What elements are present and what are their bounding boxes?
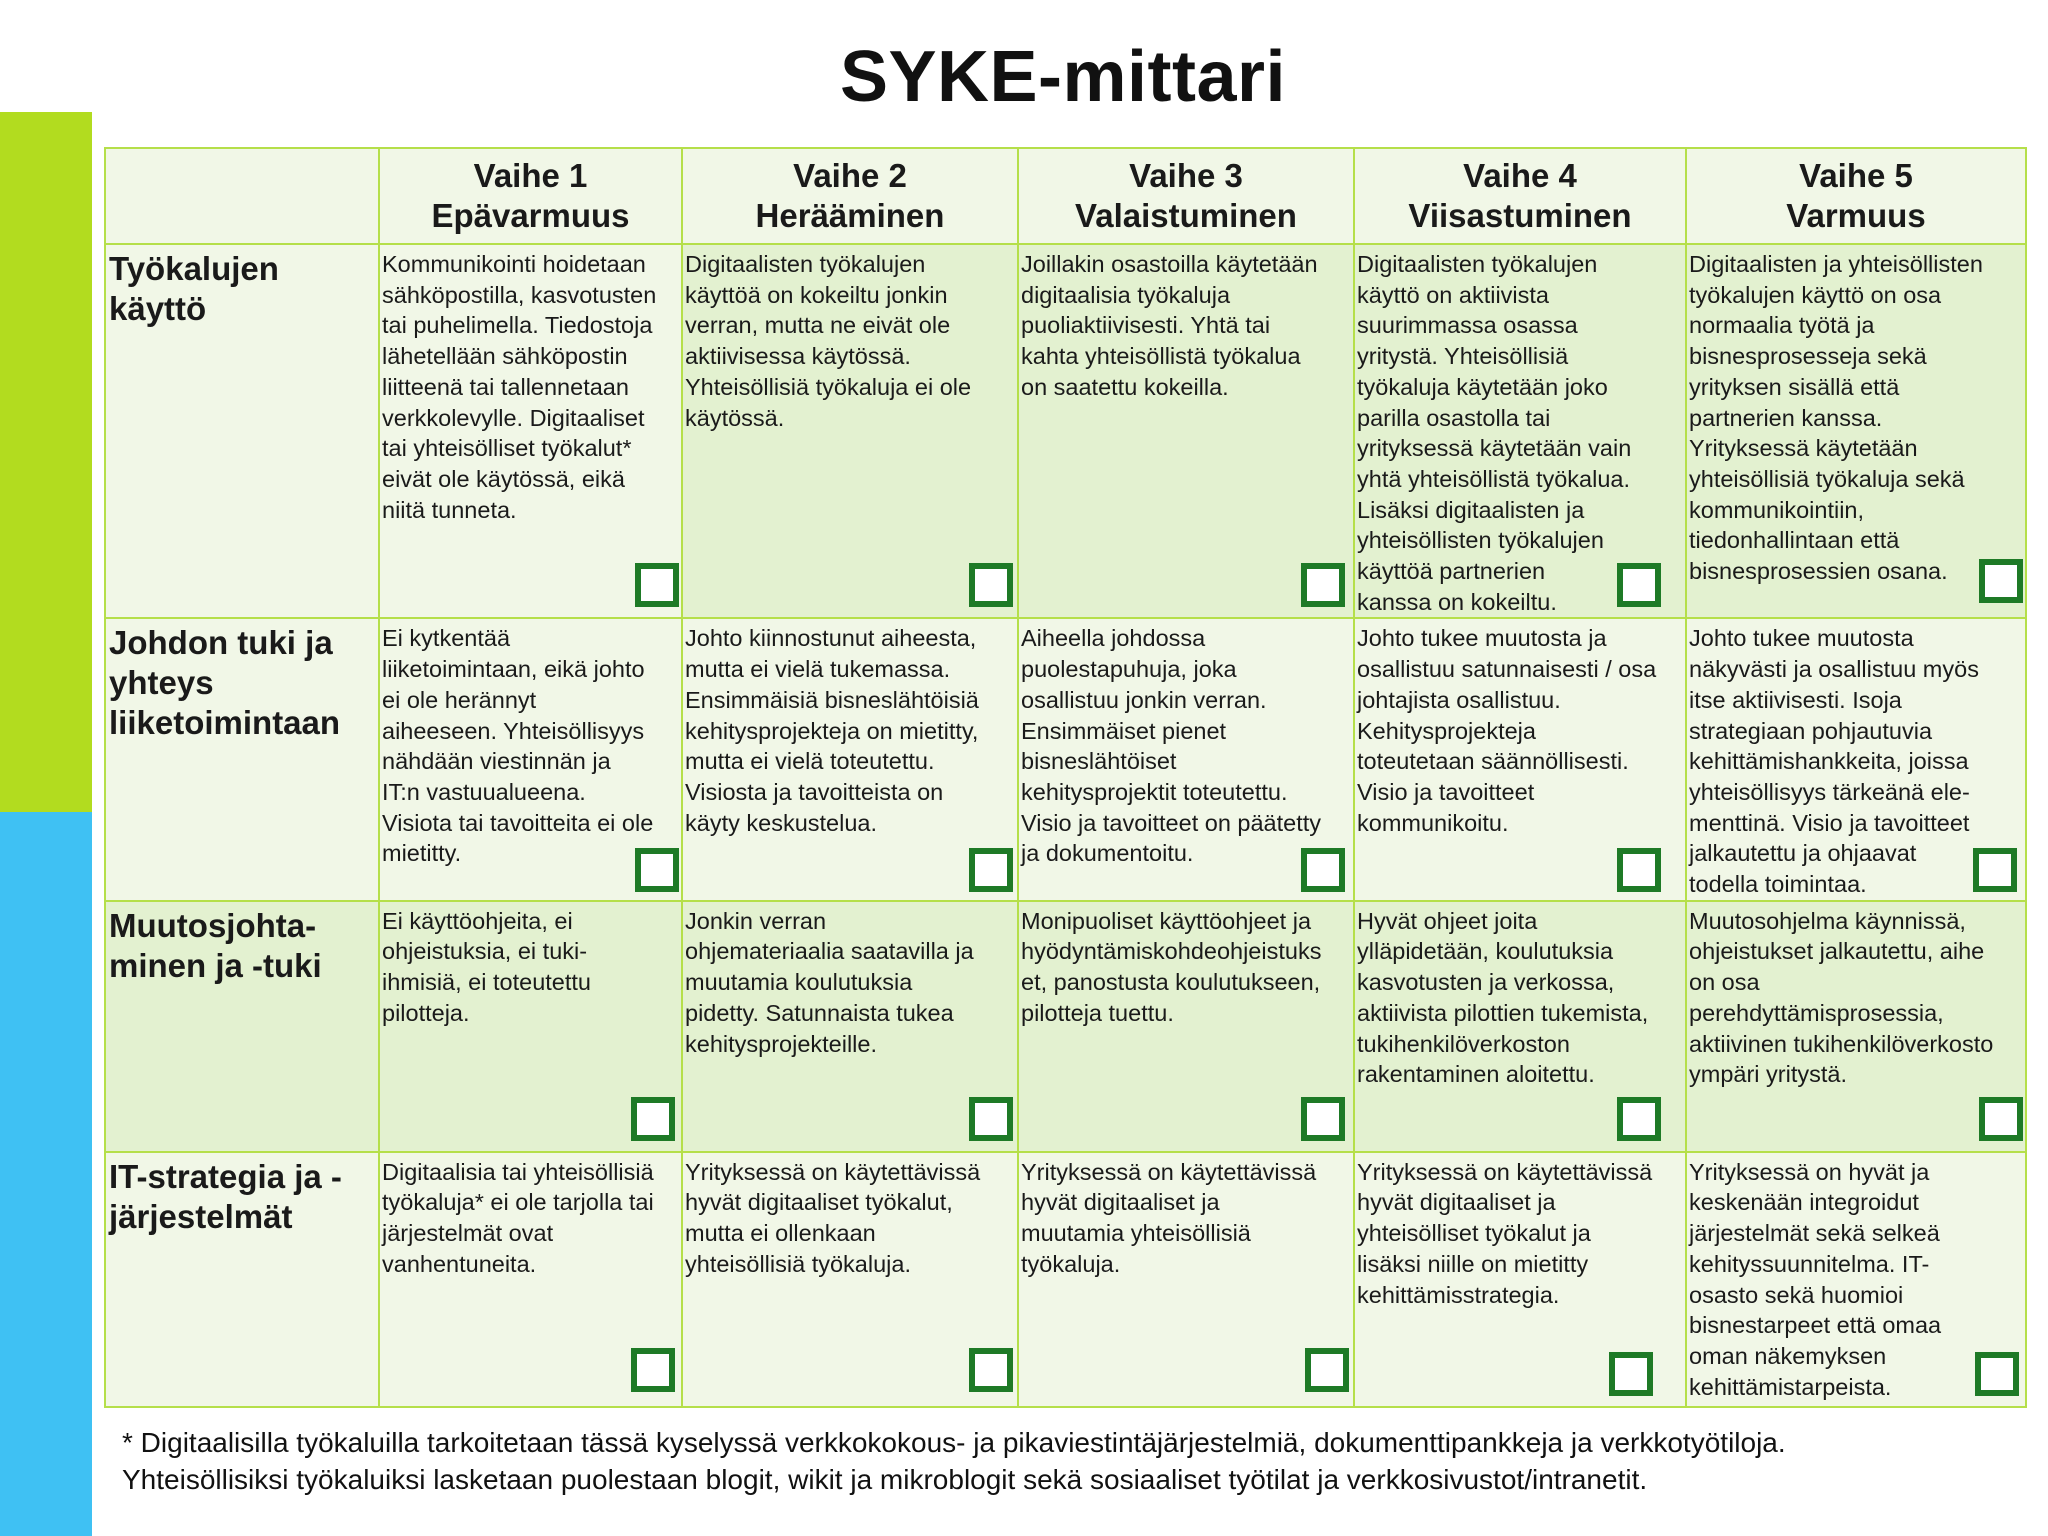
cell-text: Ei kytkentää liiketoimintaan, eikä johto ei ole herännyt aiheeseen. Yhteisöllisyys nähdään viestinnän ja IT:n vastuualueena. Visiota tai tavoitteita ei ole mietitty. xyxy=(382,625,654,867)
checkbox[interactable] xyxy=(1973,848,2017,892)
matrix-cell xyxy=(1686,244,2026,618)
checkbox[interactable] xyxy=(1979,1097,2023,1141)
column-header-vaihe-3 xyxy=(1018,148,1354,244)
row-header xyxy=(105,1152,379,1407)
page-title: SYKE-mittari xyxy=(839,37,1287,117)
matrix-row-muutosjohtaminen xyxy=(105,901,2026,1152)
column-header-phase: Varmuus xyxy=(1786,197,1926,234)
column-header-vaihe-5 xyxy=(1686,148,2026,244)
maturity-matrix xyxy=(104,147,2027,1408)
row-header-label: IT-strategia ja - järjestelmät xyxy=(109,1157,342,1235)
matrix-cell xyxy=(682,244,1018,618)
checkbox[interactable] xyxy=(969,563,1013,607)
cell-text: Digitaalisten työkalujen käyttöä on kokeiltu jonkin verran, mutta ne eivät ole aktiivisessa käytössä. Yhteisöllisiä työkaluja ei ole käytössä. xyxy=(685,251,972,431)
row-header xyxy=(105,618,379,900)
cell-text: Joillakin osastoilla käytetään digitaalisia työkaluja puoliaktiivisesti. Yhtä tai kahta yhteisöllistä työkalua on saatettu kokeilla. xyxy=(1021,251,1318,400)
row-header-label: Johdon tuki ja yhteys liiketoimintaan xyxy=(109,624,341,742)
column-header-phase: Viisastuminen xyxy=(1408,197,1632,234)
cell-text: Digitaalisten ja yhteisöllisten työkalujen käyttö on osa normaalia työtä ja bisnesprosesseja sekä yrityksen sisällä että partnerien kanssa. Yrityksessä käytetään yhteisöllisiä työkaluja sekä kommunikointiin, tiedonhallintaan että bisnesprosessien osana. xyxy=(1689,251,1983,585)
header-row xyxy=(105,148,2026,244)
row-header xyxy=(105,244,379,618)
checkbox[interactable] xyxy=(1975,1352,2019,1396)
checkbox[interactable] xyxy=(1301,563,1345,607)
matrix-cell xyxy=(682,1152,1018,1407)
checkbox[interactable] xyxy=(1301,1097,1345,1141)
checkbox[interactable] xyxy=(969,1097,1013,1141)
decor-green-band xyxy=(0,112,92,818)
matrix-cell xyxy=(1686,901,2026,1152)
cell-text: Yrityksessä on käytettävissä hyvät digitaaliset työkalut, mutta ei ollenkaan yhteisöllisiä työkaluja. xyxy=(685,1158,981,1277)
column-header-phase: Epävarmuus xyxy=(431,197,630,234)
cell-text: Johto tukee muutosta näkyvästi ja osallistuu myös itse aktiivisesti. Isoja strategiaan pohjautuvia kehittämishankkeita, joissa yhteisöllisyys tärkeänä ele- menttinä. Visio ja tavoitteet jalkautettu ja ohjaavat todella toimintaa. xyxy=(1689,625,1979,898)
column-header-stage: Vaihe 3 xyxy=(1129,157,1243,194)
matrix-row-tyokalujen-kaytto xyxy=(105,244,2026,618)
checkbox[interactable] xyxy=(969,848,1013,892)
matrix-row-it-strategia xyxy=(105,1152,2026,1407)
matrix-cell xyxy=(1354,244,1686,618)
column-header-stage: Vaihe 4 xyxy=(1463,157,1577,194)
cell-text: Yrityksessä on hyvät ja keskenään integroidut järjestelmät sekä selkeä kehityssuunnitelma. IT- osasto sekä huomioi bisnestarpeet että omaa oman näkemyksen kehittämistarpeista. xyxy=(1689,1158,1942,1400)
matrix-cell xyxy=(1018,901,1354,1152)
checkbox[interactable] xyxy=(1979,559,2023,603)
matrix-cell xyxy=(1354,1152,1686,1407)
checkbox[interactable] xyxy=(631,1348,675,1392)
row-header xyxy=(105,901,379,1152)
matrix-cell xyxy=(379,618,682,900)
cell-text: Hyvät ohjeet joita ylläpidetään, koulutuksia kasvotusten ja verkossa, aktiivista pilottien tukemista, tukihenkilöverkoston rakentaminen aloitettu. xyxy=(1357,907,1649,1088)
matrix-cell xyxy=(1686,618,2026,900)
checkbox[interactable] xyxy=(1617,1097,1661,1141)
matrix-row-johdon-tuki xyxy=(105,618,2026,900)
footnote-line: * Digitaalisilla työkaluilla tarkoitetaan tässä kyselyssä verkkokokous- ja pikaviestintäjärjestelmiä, dokumenttipankkeja ja verkkotyötiloja. xyxy=(122,1427,1786,1458)
matrix-cell xyxy=(1018,244,1354,618)
matrix-cell xyxy=(1354,901,1686,1152)
matrix-cell xyxy=(379,244,682,618)
corner-cell xyxy=(105,148,379,244)
checkbox[interactable] xyxy=(635,563,679,607)
checkbox[interactable] xyxy=(1301,848,1345,892)
matrix-cell xyxy=(682,901,1018,1152)
matrix-cell xyxy=(1018,1152,1354,1407)
matrix-cell xyxy=(1354,618,1686,900)
checkbox[interactable] xyxy=(969,1348,1013,1392)
cell-text: Digitaalisten työkalujen käyttö on aktiivista suurimmassa osassa yritystä. Yhteisöllisiä työkaluja käytetään joko parilla osastolla tai yrityksessä käytetään vain yhtä yhteisöllistä työkalua. Lisäksi digitaalisten ja yhteisöllisten työkalujen käyttöä partnerien kanssa on kokeiltu. xyxy=(1357,251,1632,615)
cell-text: Aiheella johdossa puolestapuhuja, joka osallistuu jonkin verran. Ensimmäiset pienet bisneslähtöiset kehitysprojektit toteutettu. Visio ja tavoitteet on päätetty ja dokumentoitu. xyxy=(1021,625,1322,867)
footnote xyxy=(122,1424,2022,1498)
column-header-stage: Vaihe 5 xyxy=(1799,157,1913,194)
column-header-stage: Vaihe 1 xyxy=(473,157,588,194)
row-header-label: Muutosjohta- minen ja -tuki xyxy=(109,906,322,984)
checkbox[interactable] xyxy=(1305,1348,1349,1392)
decor-blue-band xyxy=(0,812,92,1536)
matrix-cell xyxy=(682,618,1018,900)
footnote-line: Yhteisöllisiksi työkaluiksi lasketaan puolestaan blogit, wikit ja mikroblogit sekä sosiaaliset työtilat ja verkkosivustot/intranetit. xyxy=(122,1464,1648,1495)
column-header-phase: Valaistuminen xyxy=(1075,197,1297,234)
cell-text: Johto tukee muutosta ja osallistuu satunnaisesti / osa johtajista osallistuu. Kehitysprojekteja toteutetaan säännöllisesti. Visio ja tavoitteet kommunikoitu. xyxy=(1357,625,1657,836)
cell-text: Yrityksessä on käytettävissä hyvät digitaaliset ja muutamia yhteisöllisiä työkaluja. xyxy=(1021,1158,1317,1277)
matrix-cell xyxy=(379,1152,682,1407)
matrix-cell xyxy=(1686,1152,2026,1407)
checkbox[interactable] xyxy=(1609,1352,1653,1396)
column-header-vaihe-1 xyxy=(379,148,682,244)
checkbox[interactable] xyxy=(635,848,679,892)
cell-text: Jonkin verran ohjemateriaalia saatavilla ja muutamia koulutuksia pidetty. Satunnaista tukea kehitysprojekteille. xyxy=(685,907,974,1057)
column-header-vaihe-2 xyxy=(682,148,1018,244)
cell-text: Johto kiinnostunut aiheesta, mutta ei vielä tukemassa. Ensimmäisiä bisneslähtöisiä kehitysprojekteja on mietitty, mutta ei vielä toteutettu. Visiosta ja tavoitteista on käyty keskustelua. xyxy=(685,625,979,836)
checkbox[interactable] xyxy=(1617,563,1661,607)
cell-text: Monipuoliset käyttöohjeet ja hyödyntämiskohdeohjeistuks et, panostusta koulutukseen, pilotteja tuettu. xyxy=(1021,907,1322,1026)
row-header-label: Työkalujen käyttö xyxy=(109,250,279,327)
cell-text: Yrityksessä on käytettävissä hyvät digitaaliset ja yhteisölliset työkalut ja lisäksi niille on mietitty kehittämisstrategia. xyxy=(1357,1158,1653,1308)
checkbox[interactable] xyxy=(631,1097,675,1141)
cell-text: Kommunikointi hoidetaan sähköpostilla, kasvotusten tai puhelimella. Tiedostoja lähetellään sähköpostin liitteenä tai tallennetaan verkkolevylle. Digitaaliset tai yhteisölliset työkalut* eivät ole käytössä, eikä niitä tunneta. xyxy=(382,251,657,523)
column-header-vaihe-4 xyxy=(1354,148,1686,244)
checkbox[interactable] xyxy=(1617,848,1661,892)
matrix-cell xyxy=(1018,618,1354,900)
cell-text: Digitaalisia tai yhteisöllisiä työkaluja* ei ole tarjolla tai järjestelmät ovat vanhentuneita. xyxy=(382,1158,654,1277)
cell-text: Muutosohjelma käynnissä, ohjeistukset jalkautettu, aihe on osa perehdyttämisprosessia, aktiivinen tukihenkilöverkosto ympäri yritystä. xyxy=(1689,907,1994,1088)
cell-text: Ei käyttöohjeita, ei ohjeistuksia, ei tuki- ihmisiä, ei toteutettu pilotteja. xyxy=(382,907,591,1026)
column-header-stage: Vaihe 2 xyxy=(793,157,907,194)
matrix-cell xyxy=(379,901,682,1152)
column-header-phase: Herääminen xyxy=(755,197,945,234)
